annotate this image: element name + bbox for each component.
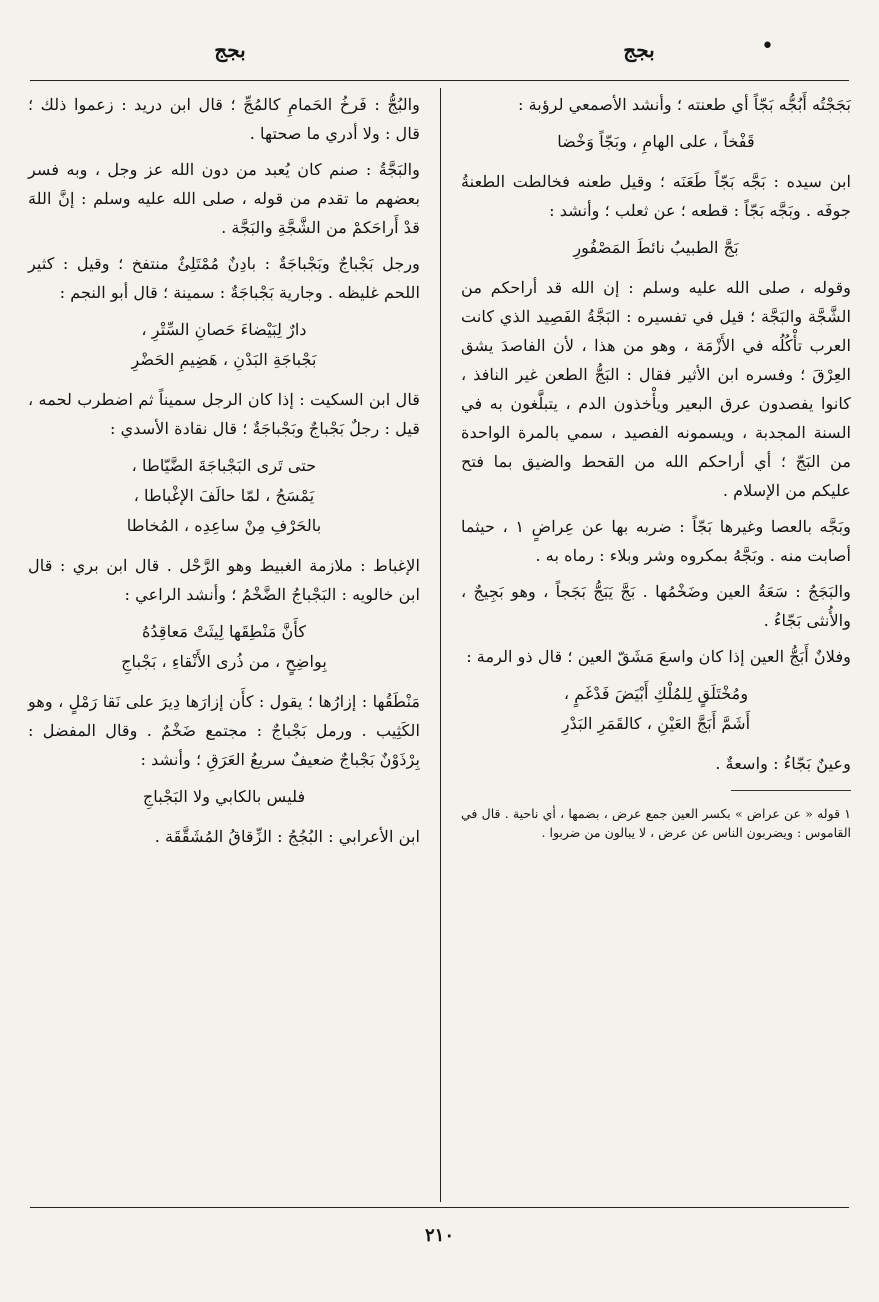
header-right-title: بجج [623, 38, 655, 62]
verse [28, 617, 420, 677]
entry-paragraph: وفلانٌ أَبَجُّ العين إذا كان واسعَ مَشَقّ العين ؛ قال ذو الرمة : [466, 647, 851, 666]
entry-paragraph: الإغباط : ملازمة الغبيط وهو الرَّحْل . قال ابن بري : قال ابن خالويه : البَجْباجُ الضَّخْمُ ؛ وأنشد الراعي : [28, 556, 420, 604]
right-column [461, 90, 851, 854]
verse-line: أَشَمَّ أَبَجَّ العَيْنِ ، كالقَمَرِ البَدْرِ [561, 714, 751, 733]
entry-paragraph: وعينٌ بَجّاءُ : واسعةٌ . [715, 754, 851, 773]
verse-line: يَمْسَحُ ، لمّا حالَفَ الإغْباطا ، [133, 486, 315, 505]
verse [461, 127, 851, 157]
entry-paragraph: ابن سيده : بَجَّه بَجّاً طَعَنَه ؛ وقيل طعنه فخالطت الطعنةُ جوفَه . وبَجَّه بَجّاً : قطعه ؛ عن ثعلب ؛ وأنشد : [461, 172, 851, 220]
verse [461, 233, 851, 263]
page-number: ٢١٠ [424, 1225, 454, 1246]
verse [28, 451, 420, 541]
entry-paragraph: والبَجَجُ : سَعَةُ العين وضَخْمُها . بَجَّ يَبَجُّ بَجَجاً ، وهو بَجِيجٌ ، والأُنثى بَجّاءُ . [461, 582, 851, 630]
verse-line: حتى تَرى البَجْباجَةَ الضَّيّاطا ، [131, 456, 317, 475]
verse [28, 782, 420, 812]
verse-line: بِواضِحٍ ، من ذُرى الأَنْقاءِ ، بَجْباجِ [121, 652, 327, 671]
entry-paragraph: ورجل بَجْباجٌ وبَجْباجَةٌ : بادِنٌ مُمْتَلِئٌ منتفخ ؛ وقيل : كثير اللحم غليظه . وجارية بَجْباجَةٌ : سمينة ؛ قال أبو النجم : [28, 254, 420, 302]
entry-paragraph: والبُجُّ : فَرخُ الحَمامِ كالمُجِّ ؛ قال ابن دريد : زعموا ذلك ؛ قال : ولا أدري ما صحتها . [28, 95, 420, 143]
entry-paragraph: مَنْطَقُها : إزارُها ؛ يقول : كأَن إزارَها دِيرَ على نَقا رَمْلٍ ، وهو الكَثِيب . ورمل بَجْباجٌ : مجتمع ضَخْمٌ . وقال المفضل : بِرْذَوْنٌ بَجْباجٌ ضعيفٌ سريعُ العَرَقِ ؛ وأنشد : [28, 692, 420, 769]
footnote-rule [731, 790, 851, 791]
footer-rule [30, 1207, 849, 1208]
entry-paragraph: بَجَجْتُه أَبُجُّه بَجّاً أي طعنته ؛ وأنشد الأصمعي لرؤبة : [518, 95, 851, 114]
entry-paragraph: قال ابن السكيت : إذا كان الرجل سميناً ثم اضطرب لحمه ، قيل : رجلٌ بَجْباجٌ وبَجْباجَةٌ ؛ قال نقادة الأسدي : [28, 390, 420, 438]
header-rule [30, 80, 849, 81]
margin-mark: • [761, 34, 774, 59]
verse-line: ومُخْتَلَقٍ لِلمُلْكِ أَبْيَضَ فَدْغَمٍ ، [563, 684, 749, 703]
column-separator [440, 88, 441, 1202]
verse [28, 315, 420, 375]
verse-line: بَجْباجَةِ البَدْنِ ، هَضِيمِ الحَضْرِ [131, 350, 317, 369]
header-left-title: بجج [214, 38, 246, 62]
verse-line: فليس بالكابي ولا البَجْباجِ [142, 787, 306, 806]
verse-line: كأَنَّ مَنْطِقَها لِيثَتْ مَعاقِدُهُ [141, 622, 307, 641]
verse-line: بَجَّ الطبيبُ نائطَ المَصْفُورِ [573, 238, 739, 257]
entry-paragraph: وقوله ، صلى الله عليه وسلم : إن الله قد أراحكم من الشَّجَّة والبَجَّة ؛ قيل في تفسيره : البَجَّةُ الفَصِيد الذي كانت العرب تأْكُلُه في الأَزْمَة ، وهو من هذا ، لأن الفاصدَ يشق العِرْقَ ؛ وفسره ابن الأثير فقال : البَجُّ الطعن غير النافذ ، كانوا يفصدون عرق البعير ويأْخذون الدم ، يتبلَّغون به في السنة المجدبة ، ويسمونه الفصيد ، سمي بالمرة الواحدة من البَجّ ؛ أي أراحكم الله من القحط والضيق بما فتح عليكم من الإسلام . [461, 278, 851, 500]
footnote: ١ قوله « عن عراض » بكسر العين جمع عرض ، بضمها ، أي ناحية . قال في القاموس : ويضربون الناس عن عرض ، لا يبالون من ضربوا . [461, 805, 851, 840]
entry-paragraph: وبَجَّه بالعصا وغيرها بَجّاً : ضربه بها عن عِراضٍ ١ ، حيثما أصابت منه . وبَجَّهُ بمكروه وشر وبلاء : رماه به . [461, 517, 851, 565]
entry-paragraph: والبَجَّةُ : صنم كان يُعبد من دون الله عز وجل ، وبه فسر بعضهم ما تقدم من قوله ، صلى الله عليه وسلم : إنَّ اللهَ قدْ أَراحَكمْ من الشَّجَّةِ والبَجَّة . [28, 160, 420, 237]
left-column [28, 90, 420, 858]
verse-line: دارٌ لِبَيْضاءَ حَصانِ السِّتْرِ ، [141, 320, 307, 339]
entry-paragraph: ابن الأعرابي : البُجُجُ : الزِّقاقُ المُشَقَّقَة . [154, 827, 420, 846]
verse [461, 679, 851, 739]
verse-line: قَفْخاً ، على الهامِ ، وبَجّاً وَخْضا [557, 132, 755, 151]
verse-line: بالحَرْفِ مِنْ ساعِدِه ، المُخاطا [126, 516, 322, 535]
